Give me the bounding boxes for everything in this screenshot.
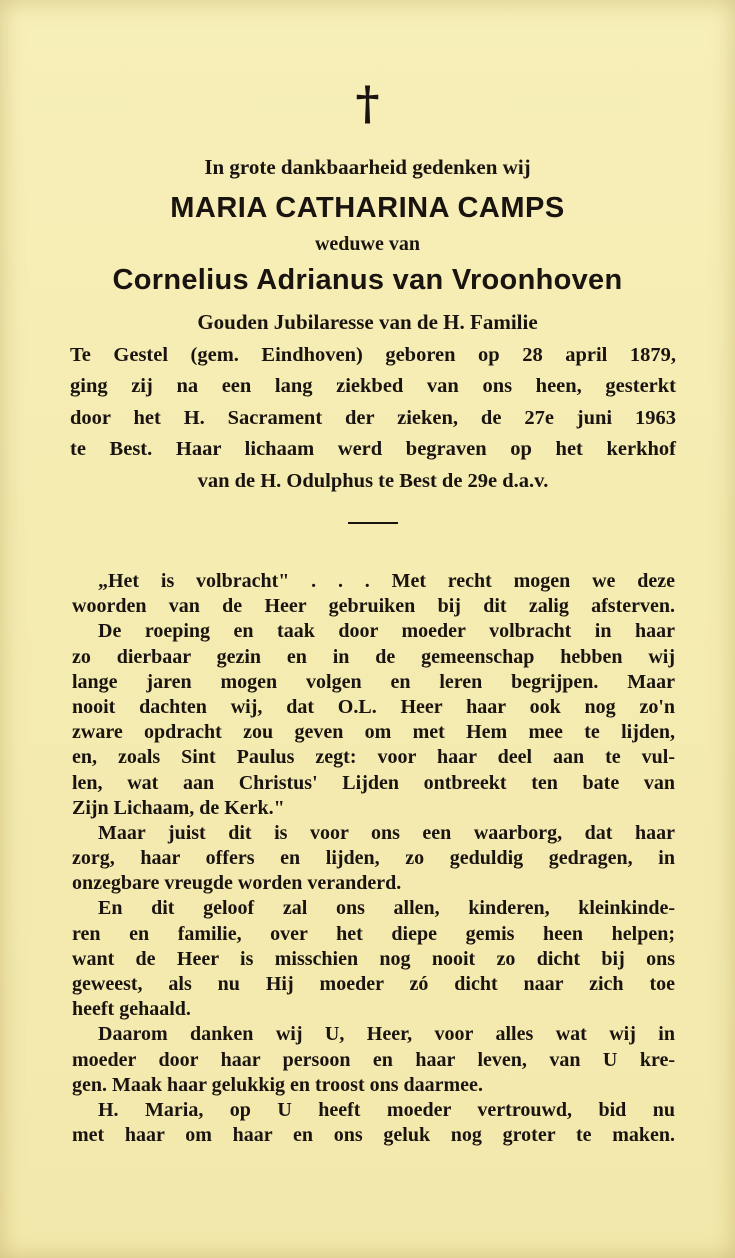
text-line: onzegbare vreugde worden veranderd. xyxy=(72,872,402,895)
text-line: zorg, haar offers en lijden, zo geduldig gedragen, in xyxy=(72,847,675,870)
text-line: lange jaren mogen volgen en leren begrijpen. Maar xyxy=(72,670,675,693)
text-line: want de Heer is misschien nog nooit zo dicht bij ons xyxy=(72,947,675,970)
text-line: De roeping en taak door moeder volbracht in haar xyxy=(98,620,675,643)
text-line: len, wat aan Christus' Lijden ontbreekt ten bate van xyxy=(72,771,675,794)
text-line: En dit geloof zal ons allen, kinderen, kleinkinde- xyxy=(98,897,675,920)
text-line: heeft gehaald. xyxy=(72,998,191,1021)
biography-line: van de H. Odulphus te Best de 29e d.a.v. xyxy=(197,469,549,492)
text-line: met haar om haar en ons geluk nog groter te maken. xyxy=(72,1124,675,1147)
text-line: ren en familie, over het diepe gemis heen helpen; xyxy=(72,922,675,945)
intro-line: In grote dankbaarheid gedenken wij xyxy=(204,155,531,179)
biography-line: ging zij na een lang ziekbed van ons heen, gesterkt xyxy=(70,375,676,398)
text-line: Daarom danken wij U, Heer, voor alles wat wij in xyxy=(98,1023,675,1046)
text-line: moeder door haar persoon en haar leven, van U kre- xyxy=(72,1048,675,1071)
text-line: geweest, als nu Hij moeder zó dicht naar zich toe xyxy=(72,973,675,995)
text-line: „Het is volbracht" . . . Met recht mogen we deze xyxy=(98,570,675,592)
biography-line: door het H. Sacrament der zieken, de 27e juni 1963 xyxy=(70,406,676,429)
widow-of-line: weduwe van xyxy=(314,233,420,255)
text-line: woorden van de Heer gebruiken bij dit zalig afsterven. xyxy=(72,595,675,618)
biography-line: te Best. Haar lichaam werd begraven op het kerkhof xyxy=(70,438,676,461)
text-line: zware opdracht zou geven om met Hem mee te lijden, xyxy=(72,721,675,744)
memorial-text xyxy=(72,569,675,1148)
deceased-name: MARIA CATHARINA CAMPS xyxy=(170,192,565,224)
text-line: nooit dachten wij, dat O.L. Heer haar ook nog zo'n xyxy=(72,695,675,718)
biography xyxy=(70,340,676,497)
cross-icon: † xyxy=(355,76,380,130)
biography-line: Te Gestel (gem. Eindhoven) geboren op 28 april 1879, xyxy=(70,344,676,366)
text-line: en, zoals Sint Paulus zegt: voor haar deel aan te vul- xyxy=(72,746,675,769)
text-line: H. Maria, op U heeft moeder vertrouwd, bid nu xyxy=(98,1098,675,1121)
text-line: gen. Maak haar gelukkig en troost ons daarmee. xyxy=(72,1073,483,1096)
text-line: Zijn Lichaam, de Kerk." xyxy=(72,796,285,819)
husband-name: Cornelius Adrianus van Vroonhoven xyxy=(112,264,623,296)
text-line: zo dierbaar gezin en in de gemeenschap hebben wij xyxy=(72,645,675,668)
divider xyxy=(348,522,398,524)
text-line: Maar juist dit is voor ons een waarborg, dat haar xyxy=(98,821,675,844)
jubilee-line: Gouden Jubilaresse van de H. Familie xyxy=(197,310,538,334)
